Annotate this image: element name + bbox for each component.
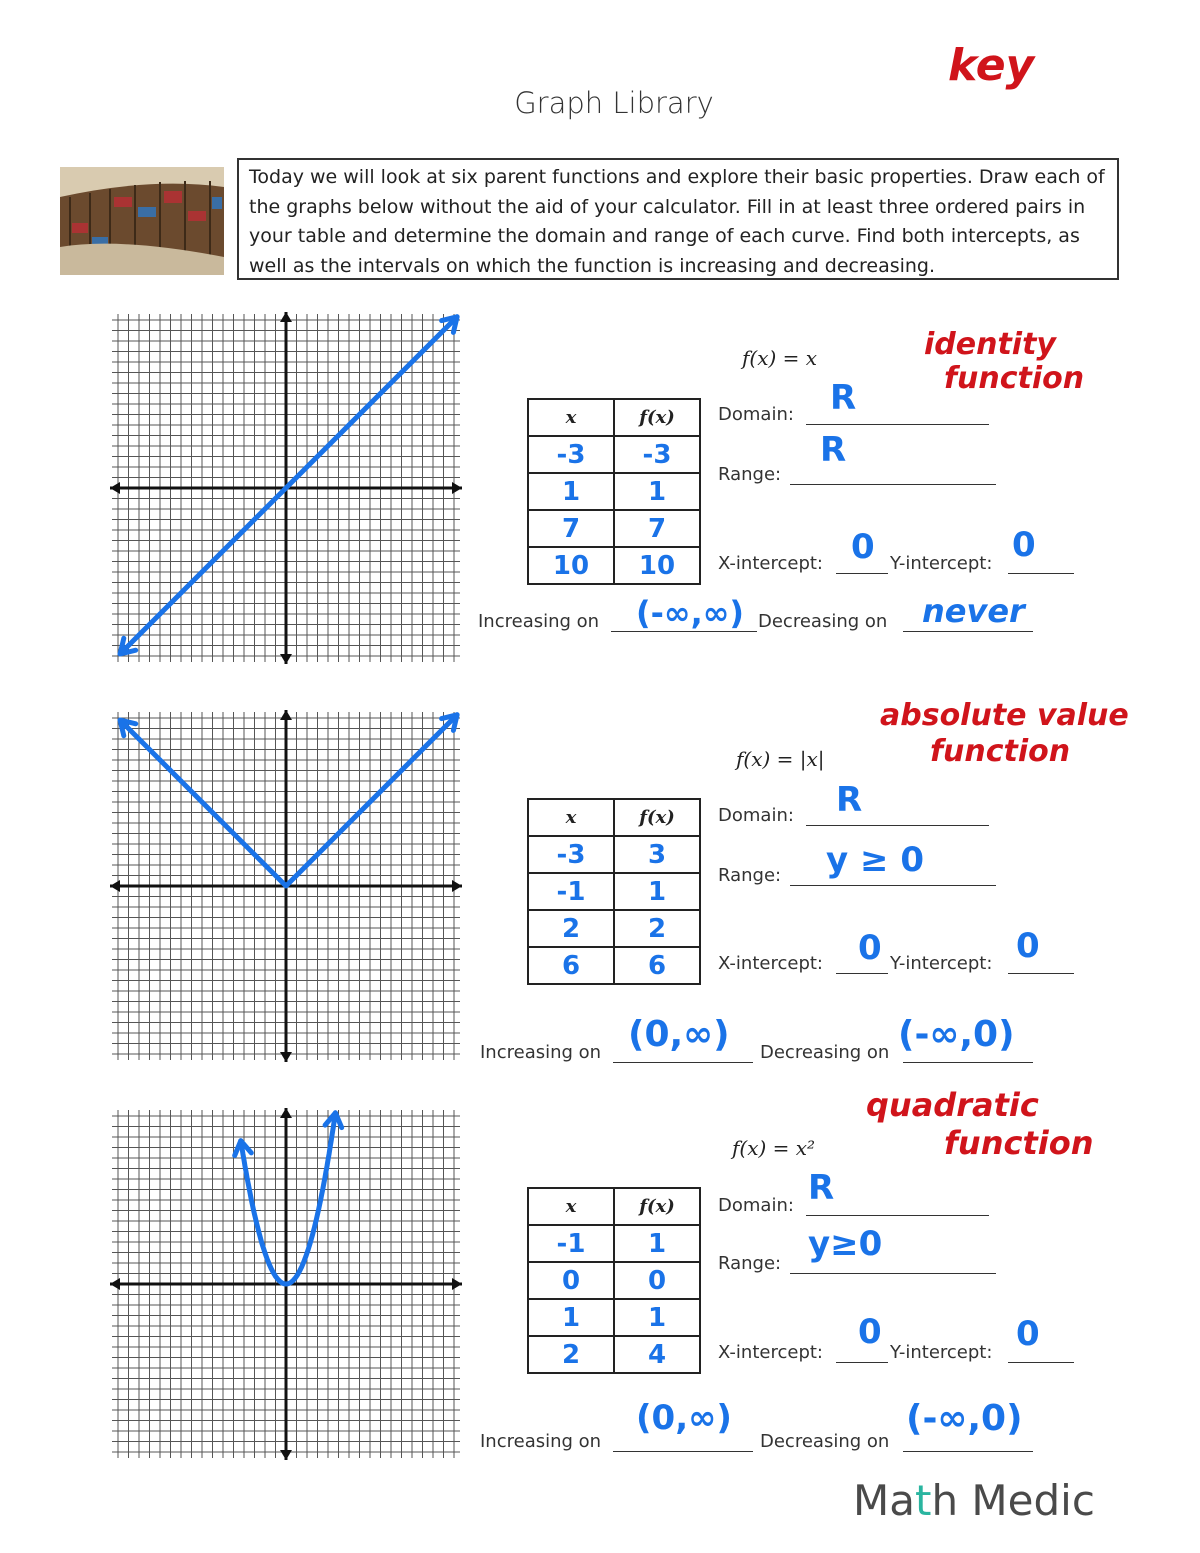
grid-svg (108, 708, 464, 1064)
coordinate-grid-quadratic (108, 1106, 464, 1467)
col-header-x: x (528, 399, 614, 436)
formula-identity: f(x) = x (742, 346, 818, 370)
function-name-line2: function (944, 1124, 1094, 1162)
function-name-line1: absolute value (880, 698, 1129, 733)
instructions-box: Today we will look at six parent functions and explore their basic properties. Draw each of the graphs below without the aid of your calculator. Fill in at least three ordered pairs in your table and determine the domain and range of each curve. Find both intercepts, as well as the intervals on which the function is increasing and decreasing. (237, 158, 1119, 280)
decreasing-label: Decreasing on (760, 1431, 890, 1452)
domain-answer: R (808, 1168, 835, 1208)
grid-svg (108, 310, 464, 666)
formula-absolute-value: f(x) = |x| (736, 747, 825, 771)
decreasing-label: Decreasing on (760, 1042, 890, 1063)
domain-label: Domain: (718, 1195, 794, 1216)
increasing-answer: (-∞,∞) (636, 594, 744, 632)
value-table-quadratic (527, 1187, 701, 1374)
col-header-x: x (528, 799, 614, 836)
page-title: Graph Library (514, 86, 714, 120)
table-row: 6 6 (528, 947, 700, 984)
domain-label: Domain: (718, 404, 794, 425)
coordinate-grid-absolute-value (108, 708, 464, 1069)
increasing-answer: (0,∞) (636, 1398, 732, 1438)
table-row: 10 10 (528, 547, 700, 584)
table-row: 0 0 (528, 1262, 700, 1299)
range-label: Range: (718, 464, 782, 485)
table-row: 7 7 (528, 510, 700, 547)
col-header-fx: f(x) (614, 799, 700, 836)
range-answer: y ≥ 0 (826, 840, 924, 880)
x-intercept-answer: 0 (858, 1312, 882, 1352)
col-header-fx: f(x) (614, 1188, 700, 1225)
coordinate-grid-identity (108, 310, 464, 671)
x-intercept-label: X-intercept: (718, 553, 823, 574)
col-header-fx: f(x) (614, 399, 700, 436)
increasing-answer: (0,∞) (628, 1014, 730, 1055)
increasing-label: Increasing on (480, 1042, 602, 1063)
table-row: 2 2 (528, 910, 700, 947)
y-intercept-label: Y-intercept: (890, 553, 993, 574)
table-row: -3 3 (528, 836, 700, 873)
x-intercept-label: X-intercept: (718, 1342, 823, 1363)
table-row: -3 -3 (528, 436, 700, 473)
range-answer: y≥0 (808, 1224, 883, 1264)
math-medic-logo: Math Medic (853, 1476, 1095, 1525)
table-row: -1 1 (528, 1225, 700, 1262)
library-photo (60, 167, 224, 275)
y-intercept-answer: 0 (1016, 926, 1040, 966)
x-intercept-answer: 0 (851, 527, 875, 567)
range-label: Range: (718, 1253, 782, 1274)
domain-label: Domain: (718, 805, 794, 826)
value-table-absolute-value (527, 798, 701, 985)
function-name-absolute-value (880, 698, 1129, 770)
value-table-identity (527, 398, 701, 585)
decreasing-answer: (-∞,0) (906, 1398, 1023, 1439)
range-answer: R (820, 430, 847, 470)
increasing-label: Increasing on (478, 611, 600, 632)
y-intercept-label: Y-intercept: (890, 953, 993, 974)
table-row: -1 1 (528, 873, 700, 910)
function-name-line2: function (944, 361, 1085, 396)
x-intercept-answer: 0 (858, 928, 882, 968)
range-label: Range: (718, 865, 782, 886)
function-name-quadratic (866, 1086, 1093, 1162)
y-intercept-answer: 0 (1012, 525, 1036, 565)
grid-svg (108, 1106, 464, 1462)
col-header-x: x (528, 1188, 614, 1225)
x-intercept-label: X-intercept: (718, 953, 823, 974)
table-row: 1 1 (528, 473, 700, 510)
table-row: 1 1 (528, 1299, 700, 1336)
y-intercept-label: Y-intercept: (890, 1342, 993, 1363)
decreasing-label: Decreasing on (758, 611, 888, 632)
domain-answer: R (830, 378, 857, 418)
table-row: 2 4 (528, 1336, 700, 1373)
decreasing-answer: (-∞,0) (898, 1014, 1015, 1055)
function-name-line1: quadratic (866, 1086, 1039, 1124)
function-name-line1: identity (924, 327, 1056, 362)
decreasing-answer: never (922, 592, 1025, 630)
formula-quadratic: f(x) = x² (732, 1136, 816, 1160)
function-name-identity (924, 328, 1084, 396)
y-intercept-answer: 0 (1016, 1314, 1040, 1354)
function-name-line2: function (930, 734, 1071, 769)
increasing-label: Increasing on (480, 1431, 602, 1452)
key-label: key (948, 40, 1035, 91)
domain-answer: R (836, 780, 863, 820)
